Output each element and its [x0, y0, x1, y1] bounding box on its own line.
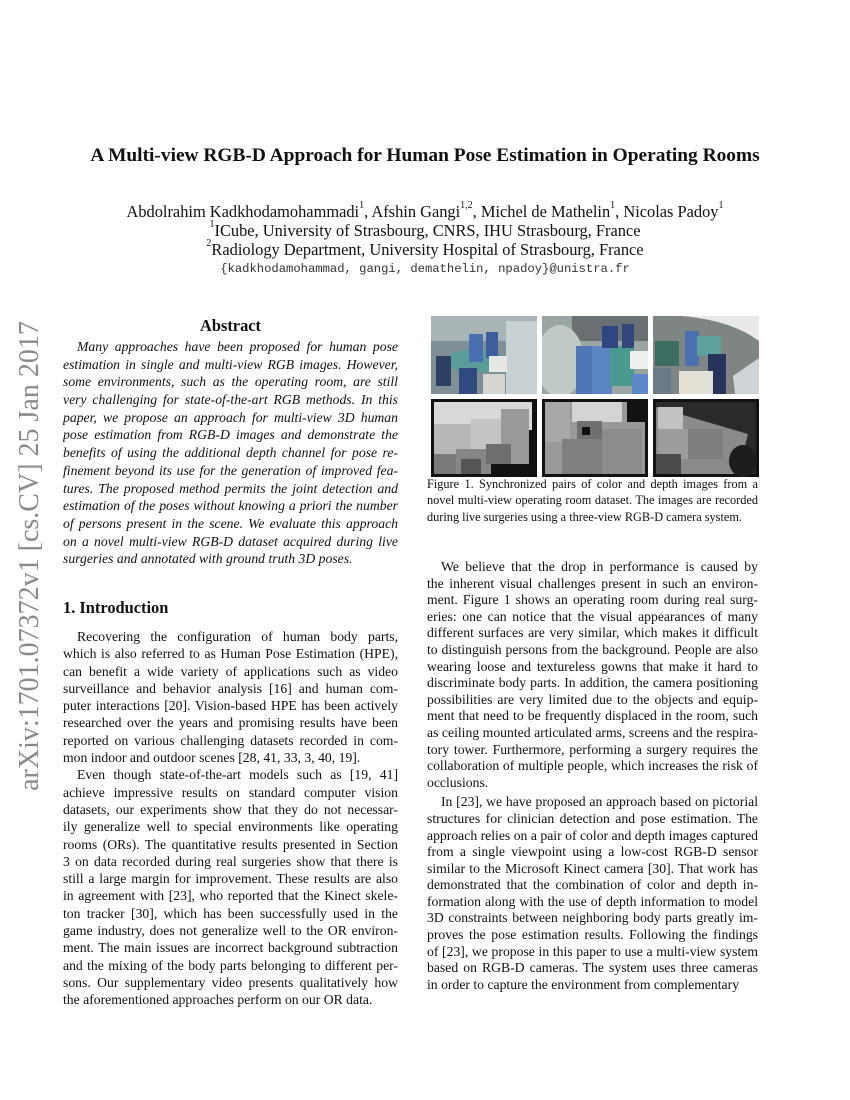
- introduction-text: [63, 628, 398, 1009]
- text-line: as ceiling mounted articulated arms, screens and the respira-: [427, 724, 758, 740]
- text-line: in order to capture the environment from complementary: [427, 976, 740, 992]
- depth-image-view-1: [431, 399, 537, 477]
- text-line: Many approaches have been proposed for human pose: [77, 339, 398, 354]
- text-line: ment that need to be frequently displaced in the room, such: [427, 708, 758, 724]
- depth-image-view-2: [542, 399, 648, 477]
- abstract-text: [63, 338, 398, 568]
- depth-image-view-3: [653, 399, 759, 477]
- text-line: game industry, does not generalize well to the OR environ-: [63, 923, 398, 939]
- text-line: based on RGB-D cameras. The system uses three cameras: [427, 960, 758, 976]
- right-column-text: [427, 559, 758, 996]
- text-line: 3 on data recorded during real surgeries show that there is: [63, 853, 398, 869]
- text-line: demonstrated that the combination of color and depth in-: [427, 877, 758, 893]
- text-line: datasets, our experiments show that they do not necessar-: [63, 801, 398, 817]
- figure-1-caption: [427, 476, 758, 525]
- text-line: Recovering the configuration of human body parts,: [77, 629, 398, 644]
- text-line: in agreement with [23], who reported that the Kinect skele-: [63, 888, 398, 904]
- text-line: collaboration of multiple people, which increases the risk of: [427, 758, 758, 774]
- author: Michel de Mathelin$^1$,: [480, 200, 624, 221]
- text-line: of persons present in the scene. We evaluate this approach: [63, 515, 398, 531]
- text-line: and the mixing of the body parts belonging to different per-: [63, 957, 398, 973]
- text-line: of [23], we propose in this paper to use a multi-view system: [427, 943, 758, 959]
- text-line: 3D constraints between neighboring body parts greatly im-: [427, 910, 758, 926]
- text-line: wearing loose and textureless gowns that make it hard to: [427, 658, 758, 674]
- text-line: tory tower. Furthermore, performing a surgery requires the: [427, 741, 758, 757]
- text-line: to distinguish persons from the background. People are also: [427, 641, 758, 657]
- text-line: very challenging for state-of-the-art RGB methods. In this: [63, 392, 398, 408]
- text-line: achieve impressive results on standard computer vision: [63, 784, 398, 800]
- color-image-view-1: [431, 316, 537, 394]
- text-line: proves the pose estimation results. Following the findings: [427, 927, 758, 943]
- text-line: surveillance and behavior analysis [16] and human com-: [63, 680, 398, 696]
- abstract-heading: Abstract: [200, 316, 261, 335]
- text-line: possibilities are very limited due to the objects and equip-: [427, 691, 758, 707]
- text-line: paper, we propose an approach for multi-view 3D human: [63, 409, 398, 425]
- text-line: researched over the years and promising results have been: [63, 715, 398, 731]
- text-line: some environments, such as the operating room, are still: [63, 374, 398, 390]
- text-line: different surfaces are very similar, which makes it difficult: [427, 625, 758, 641]
- text-line: formation along with the use of depth information to model: [427, 893, 758, 909]
- author: Abdolrahim Kadkhodamohammadi$^1$,: [126, 200, 372, 221]
- arxiv-stamp: arXiv:1701.07372v1 [cs.CV] 25 Jan 2017: [14, 321, 45, 791]
- section-heading-introduction: 1. Introduction: [63, 598, 169, 617]
- text-line: novel multi-view operating room dataset. The images are recorded: [427, 493, 758, 508]
- text-line: structures for clinician detection and pose estimation. The: [427, 810, 758, 826]
- text-line: discriminate body parts. In addition, the camera positioning: [427, 675, 758, 691]
- author: Nicolas Padoy$^1$: [623, 200, 724, 221]
- text-line: Figure 1. Synchronized pairs of color and depth images from a: [427, 477, 758, 491]
- text-line: ton tracker [30], which has been successfully used in the: [63, 905, 398, 921]
- text-line: still a large margin for improvement. These results are also: [63, 871, 398, 887]
- text-line: eries: one can notice that the visual appearances of many: [427, 608, 758, 624]
- text-line: surgeries and annotated with ground truth 3D poses.: [63, 551, 353, 567]
- text-line: occlusions.: [427, 774, 489, 790]
- text-line: pose estimation from RGB-D images and demonstrate the: [63, 427, 398, 443]
- affiliation: $^1$ICube, University of Strasbourg, CNRS, IHU Strasbourg, France: [209, 219, 641, 240]
- text-line: estimation in single and multi-view RGB images. However,: [63, 356, 398, 372]
- text-line: benefits of using the additional depth channel for pose re-: [63, 445, 398, 461]
- text-line: from a single viewpoint using a low-cost RGB-D sensor: [427, 844, 758, 860]
- author-emails: {kadkhodamohammad, gangi, demathelin, npadoy}@unistra.fr: [220, 262, 630, 276]
- author: Afshin Gangi$^{1,2}$,: [371, 200, 481, 221]
- text-line: on a novel multi-view RGB-D dataset acquired during live: [63, 533, 398, 549]
- text-line: the aforementioned approaches perform on our OR data.: [63, 992, 373, 1008]
- text-line: similar to the Microsoft Kinect camera [30]. That work has: [427, 860, 758, 876]
- text-line: ily generalize well to special environments like operating: [63, 819, 398, 835]
- text-line: sons. Our supplementary video presents qualitatively how: [63, 974, 398, 990]
- text-line: ment. The main issues are incorrect background subtraction: [63, 940, 398, 956]
- text-line: rooms (ORs). The quantitative results presented in Section: [63, 836, 398, 852]
- text-line: reported on various challenging datasets recorded in com-: [63, 732, 398, 748]
- text-line: finement beyond its use for the generation of improved fea-: [63, 462, 398, 478]
- text-line: during live surgeries using a three-view RGB-D camera system.: [427, 509, 742, 524]
- text-line: Even though state-of-the-art models such as [19, 41]: [77, 767, 398, 783]
- paper-title: A Multi-view RGB-D Approach for Human Pose Estimation in Operating Rooms: [90, 145, 760, 166]
- color-image-view-3: [653, 316, 759, 394]
- affiliation: $^2$Radiology Department, University Hospital of Strasbourg, France: [206, 238, 644, 259]
- text-line: ment. Figure 1 shows an operating room during real surg-: [427, 592, 758, 608]
- text-line: In [23], we have proposed an approach based on pictorial: [441, 794, 758, 810]
- text-line: puter interactions [20]. Vision-based HPE has been actively: [63, 698, 398, 714]
- author-list: [0, 202, 850, 222]
- text-line: We believe that the drop in performance is caused by: [441, 559, 758, 574]
- text-line: tures. The proposed method permits the joint detection and: [63, 480, 398, 496]
- text-line: estimation of the poses without knowing a priori the number: [63, 498, 398, 514]
- text-line: approach relies on a pair of color and depth images captured: [427, 827, 758, 843]
- text-line: mon indoor and outdoor scenes [28, 41, 33, 3, 40, 19].: [63, 750, 361, 766]
- color-image-view-2: [542, 316, 648, 394]
- figure-1: [427, 312, 762, 480]
- text-line: which is also referred to as Human Pose Estimation (HPE),: [63, 646, 398, 662]
- text-line: the inherent visual challenges present in such an environ-: [427, 575, 758, 591]
- text-line: can benefit a wide variety of applications such as video: [63, 663, 398, 679]
